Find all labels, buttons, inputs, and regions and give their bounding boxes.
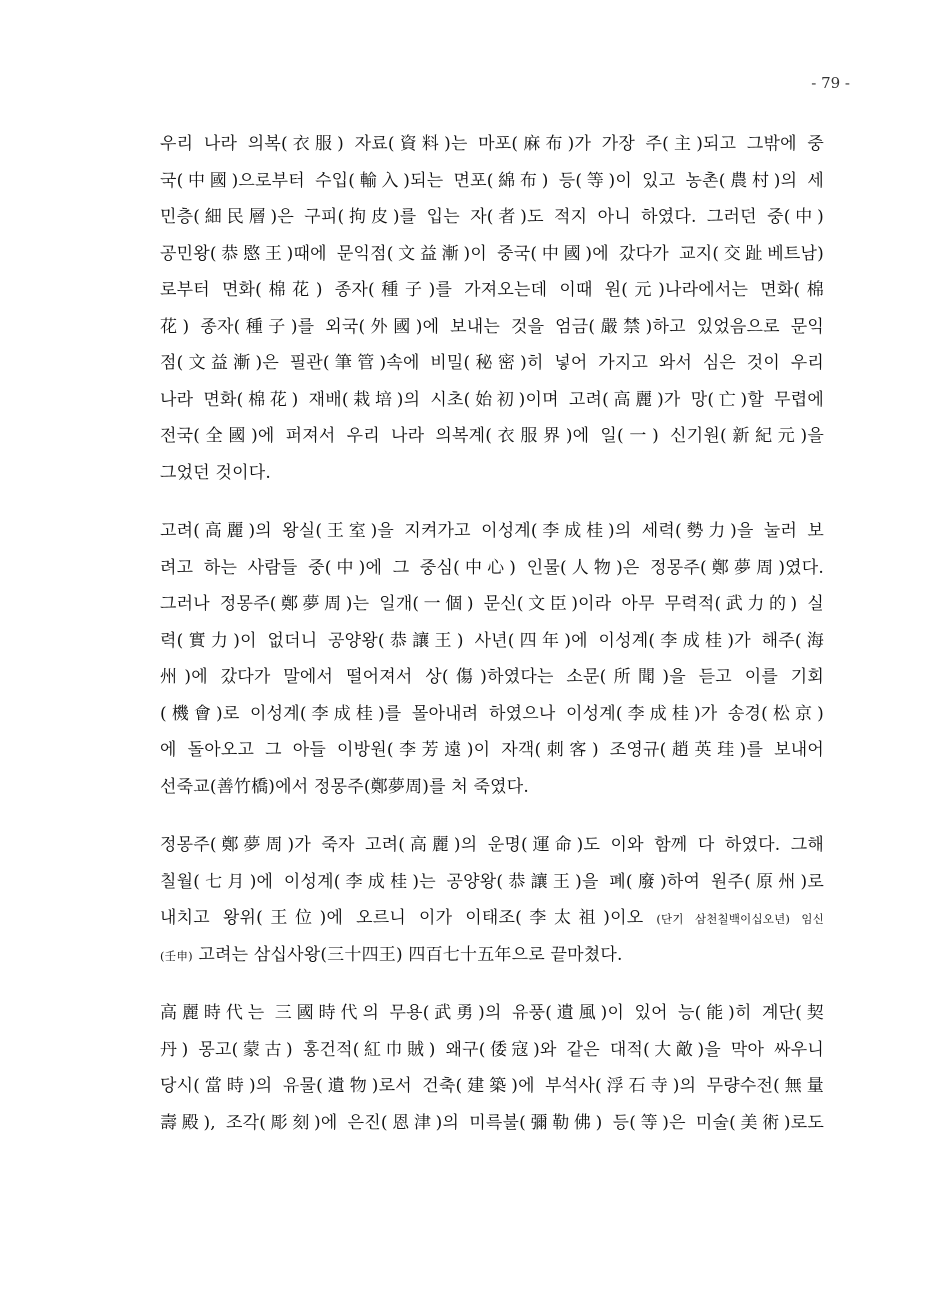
text-line: 에 돌아오고 그 아들 이방원(李芳遠)이 자객(刺客) 조영규(趙英珪)를 보내어 (160, 740, 824, 760)
text-line: 丹) 몽고(蒙古) 홍건적(紅巾賊) 왜구(倭寇)와 같은 대적(大敵)을 막아 싸우니 (160, 1039, 824, 1060)
paragraph-3 (160, 827, 824, 973)
date-note: (단기 삼천칠백이십오년) 임신 (656, 912, 824, 926)
text-line: 공민왕(恭愍王)때에 문익점(文益漸)이 중국(中國)에 갔다가 교지(交趾베트남) (160, 243, 824, 264)
text-line: 칠월(七月)에 이성계(李成桂)는 공양왕(恭讓王)을 폐(廢)하여 원주(原州)로 (160, 871, 824, 892)
text-line: 력(實力)이 없더니 공양왕(恭讓王) 사년(四年)에 이성계(李成桂)가 해주(海 (160, 630, 824, 651)
body-text (160, 126, 824, 1163)
text-line-with-note (160, 937, 824, 974)
text-line: 나라 면화(棉花) 재배(栽培)의 시초(始初)이며 고려(高麗)가 망(亡)할 무렵에 (160, 389, 824, 410)
text-line: 전국(全國)에 퍼져서 우리 나라 의복계(衣服界)에 일(一) 신기원(新紀元)을 (160, 426, 824, 446)
text-line: 高麗時代는 三國時代의 무용(武勇)의 유풍(遺風)이 있어 능(能)히 계단(契 (160, 1003, 824, 1023)
text-line: 州)에 갔다가 말에서 떨어져서 상(傷)하였다는 소문(所聞)을 듣고 이를 기회 (160, 667, 824, 687)
page-number: - 79 - (811, 74, 850, 92)
date-note: (壬申) (160, 948, 193, 963)
text-line: 고려(高麗)의 왕실(王室)을 지켜가고 이성계(李成桂)의 세력(勢力)을 눌러 보 (160, 521, 824, 541)
text-line: 壽殿), 조각(彫刻)에 은진(恩津)의 미륵불(彌勒佛) 등(等)은 미술(美術)로도 (160, 1112, 824, 1133)
text-line: 려고 하는 사람들 중(中)에 그 중심(中心) 인물(人物)은 정몽주(鄭夢周)였다. (160, 557, 824, 578)
paragraph-4 (160, 995, 824, 1141)
text-line: 정몽주(鄭夢周)가 죽자 고려(高麗)의 운명(運命)도 이와 함께 다 하였다. 그해 (160, 835, 824, 855)
paragraph-1 (160, 126, 824, 491)
text-line: 선죽교(善竹橋)에서 정몽주(鄭夢周)를 처 죽였다. (160, 776, 530, 797)
text-line: 그러나 정몽주(鄭夢周)는 일개(一個) 문신(文臣)이라 아무 무력적(武力的) 실 (160, 594, 824, 614)
text-line: 그었던 것이다. (160, 462, 271, 483)
text-line: 花) 종자(種子)를 외국(外國)에 보내는 것을 엄금(嚴禁)하고 있었음으로 문익 (160, 316, 824, 337)
text-line-with-note (160, 900, 824, 937)
text-line: 당시(當時)의 유물(遺物)로서 건축(建築)에 부석사(浮石寺)의 무량수전(無量 (160, 1076, 824, 1096)
text-line: 민층(細民層)은 구피(拘皮)를 입는 자(者)도 적지 아니 하였다. 그러던 중(中) (160, 207, 824, 227)
text-line: 우리 나라 의복(衣服) 자료(資料)는 마포(麻布)가 가장 주(主)되고 그밖에 중 (160, 134, 824, 154)
text-line: (機會)로 이성계(李成桂)를 몰아내려 하였으나 이성계(李成桂)가 송경(松京) (160, 703, 824, 724)
text-segment: 내치고 왕위(王位)에 오르니 이가 이태조(李太祖)이오 (160, 908, 644, 928)
text-line: 로부터 면화(棉花) 종자(種子)를 가져오는데 이때 원(元)나라에서는 면화(棉 (160, 280, 824, 300)
text-segment: 고려는 삼십사왕(三十四王) 四百七十五年으로 끝마쳤다. (192, 944, 623, 965)
text-line: 점(文益漸)은 필관(筆管)속에 비밀(秘密)히 넣어 가지고 와서 심은 것이 우리 (160, 353, 824, 373)
text-line: 국(中國)으로부터 수입(輸入)되는 면포(綿布) 등(等)이 있고 농촌(農村)의 세 (160, 170, 824, 191)
paragraph-2 (160, 513, 824, 805)
